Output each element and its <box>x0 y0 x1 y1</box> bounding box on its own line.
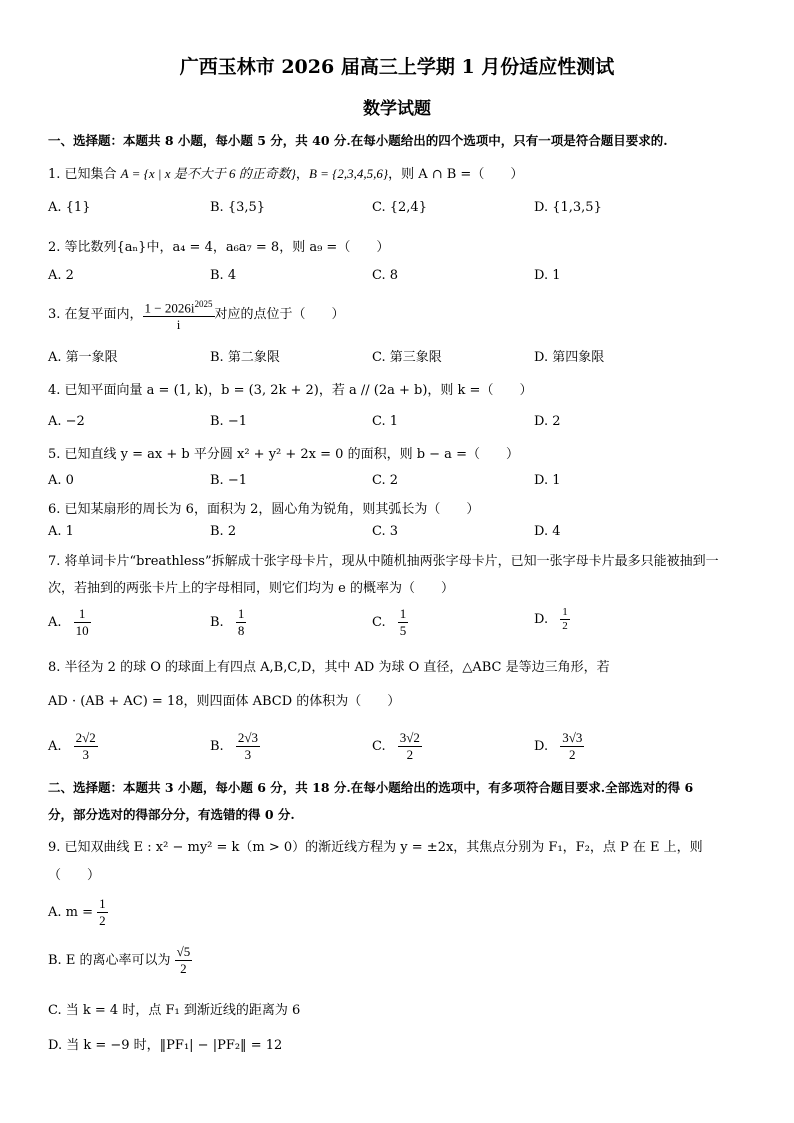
q9-option-b-label: B. E 的离心率可以为 <box>48 953 171 968</box>
question-5: 5. 已知直线 y = ax + b 平分圆 x² + y² + 2x = 0 的面积，则 b − a =（ ） <box>48 447 519 462</box>
q7-option-d <box>534 606 570 633</box>
section-2-heading-line-1: 二、选择题：本题共 3 小题，每小题 6 分，共 18 分.在每小题给出的选项中，有多项符合题目要求.全部选对的得 6 <box>48 780 694 795</box>
q3-tail: 对应的点位于（ ） <box>214 307 345 323</box>
q2-option-b: B. 4 <box>210 268 237 283</box>
q9-option-d: D. 当 k = −9 时，‖PF₁| − |PF₂‖ = 12 <box>48 1038 283 1053</box>
q2-option-a: A. 2 <box>48 268 74 283</box>
q3-fraction <box>143 296 215 333</box>
q8-option-b-label: B. <box>210 739 224 754</box>
q8-option-b-num: 2√3 <box>237 730 258 745</box>
question-2: 2. 等比数列{aₙ}中，a₄ = 4，a₆a₇ = 8，则 a₉ =（ ） <box>48 240 390 255</box>
q9-option-b-num: √5 <box>176 944 191 959</box>
q9-option-c: C. 当 k = 4 时，点 F₁ 到渐近线的距离为 6 <box>48 1003 301 1018</box>
q8-option-c-label: C. <box>372 739 386 754</box>
q6-option-b: B. 2 <box>210 524 237 539</box>
q3-denominator: i <box>176 317 181 333</box>
q7-option-a-num: 1 <box>74 606 91 623</box>
q1-option-c: C. {2,4} <box>372 200 427 215</box>
q8-option-b <box>210 730 260 763</box>
q4-option-a: A. −2 <box>48 414 85 429</box>
q7-option-a-den: 10 <box>75 623 89 638</box>
question-7-line-1: 7. 将单词卡片“breathless”拆解成十张字母卡片，现从中随机抽两张字母卡片，已知一张字母卡片最多只能被抽到一 <box>48 554 719 569</box>
q1-set-a: A = {x | x 是不大于 6 的正奇数} <box>120 166 296 181</box>
question-9-line-1: 9. 已知双曲线 E : x² − my² = k（m > 0）的渐近线方程为 y = ±2x，其焦点分别为 F₁，F₂，点 P 在 E 上，则 <box>48 840 703 855</box>
q8-option-b-den: 3 <box>244 747 252 762</box>
q9-option-a <box>48 896 108 929</box>
q2-option-d: D. 1 <box>534 268 561 283</box>
q1-option-a: A. {1} <box>48 200 91 215</box>
q1-option-d: D. {1,3,5} <box>534 200 602 215</box>
q8-option-a-den: 3 <box>82 747 89 762</box>
q7-option-c <box>372 606 408 639</box>
q4-option-c: C. 1 <box>372 414 399 429</box>
q8-option-c-den: 2 <box>406 747 414 762</box>
q3-option-b: B. 第二象限 <box>210 350 280 365</box>
question-1 <box>48 163 523 182</box>
q7-option-d-num: 1 <box>562 606 568 618</box>
q8-option-d-den: 2 <box>569 747 576 762</box>
question-7-line-2: 次，若抽到的两张卡片上的字母相同，则它们均为 e 的概率为（ ） <box>48 581 454 596</box>
q5-option-b: B. −1 <box>210 473 247 488</box>
q7-option-b <box>210 606 246 639</box>
q7-option-c-label: C. <box>372 615 386 630</box>
question-3 <box>48 296 345 333</box>
q9-option-a-den: 2 <box>99 913 106 928</box>
q8-option-d-label: D. <box>534 739 549 754</box>
q3-option-c: C. 第三象限 <box>372 350 442 365</box>
question-8-line-2: AD · (AB + AC) = 18，则四面体 ABCD 的体积为（ ） <box>48 694 401 709</box>
page-subtitle: 数学试题 <box>363 99 431 119</box>
q9-option-b <box>48 944 192 977</box>
q7-option-c-num: 1 <box>399 606 407 621</box>
section-1-heading: 一、选择题：本题共 8 小题，每小题 5 分，共 40 分.在每小题给出的四个选项中，只有一项是符合题目要求的. <box>48 133 668 148</box>
q4-option-b: B. −1 <box>210 414 247 429</box>
q9-option-a-label: A. m = <box>48 905 94 920</box>
q5-option-d: D. 1 <box>534 473 561 488</box>
q7-option-a <box>48 606 91 639</box>
q3-exponent: 2025 <box>194 299 213 309</box>
q8-option-a <box>48 730 98 763</box>
q7-option-d-label: D. <box>534 612 549 627</box>
q7-option-b-num: 1 <box>237 606 245 621</box>
q1-tail: ，则 A ∩ B =（ ） <box>388 167 524 182</box>
q7-option-d-den: 2 <box>562 620 568 632</box>
question-8-line-1: 8. 半径为 2 的球 O 的球面上有四点 A,B,C,D，其中 AD 为球 O 直径，△ABC 是等边三角形，若 <box>48 660 610 675</box>
q7-option-b-den: 8 <box>237 623 245 638</box>
page-title: 广西玉林市 2026 届高三上学期 1 月份适应性测试 <box>179 56 615 78</box>
q2-option-c: C. 8 <box>372 268 399 283</box>
q6-option-a: A. 1 <box>48 524 74 539</box>
section-2-heading-line-2: 分，部分选对的得部分分，有选错的得 0 分. <box>48 807 295 822</box>
question-4: 4. 已知平面向量 a = (1, k)，b = (3, 2k + 2)，若 a // (2a + b)，则 k =（ ） <box>48 383 533 398</box>
q8-option-d <box>534 730 584 763</box>
question-6: 6. 已知某扇形的周长为 6，面积为 2，圆心角为锐角，则其弧长为（ ） <box>48 502 480 517</box>
q5-option-a: A. 0 <box>48 473 74 488</box>
q8-option-a-num: 2√2 <box>75 730 96 745</box>
q3-option-a: A. 第一象限 <box>48 350 118 365</box>
q1-option-b: B. {3,5} <box>210 200 266 215</box>
q6-option-d: D. 4 <box>534 524 561 539</box>
q1-prefix: 1. 已知集合 <box>48 167 121 182</box>
q8-option-d-num: 3√3 <box>562 730 583 745</box>
q4-option-d: D. 2 <box>534 414 561 429</box>
q7-option-b-label: B. <box>210 615 224 630</box>
q1-set-b: B = {2,3,4,5,6} <box>308 166 389 181</box>
q5-option-c: C. 2 <box>372 473 399 488</box>
q8-option-c <box>372 730 422 763</box>
q9-option-b-den: 2 <box>180 961 187 976</box>
q1-mid: ， <box>295 167 309 182</box>
q8-option-a-label: A. <box>48 739 62 754</box>
q3-numerator: 1 − 2026i <box>144 300 195 316</box>
q7-option-c-den: 5 <box>399 623 407 638</box>
q9-option-a-num: 1 <box>99 896 106 911</box>
q6-option-c: C. 3 <box>372 524 399 539</box>
q3-option-d: D. 第四象限 <box>534 350 605 365</box>
q3-prefix: 3. 在复平面内， <box>48 307 143 323</box>
q8-option-c-num: 3√2 <box>399 730 420 745</box>
q7-option-a-label: A. <box>48 615 62 630</box>
question-9-line-2: （ ） <box>48 868 101 883</box>
